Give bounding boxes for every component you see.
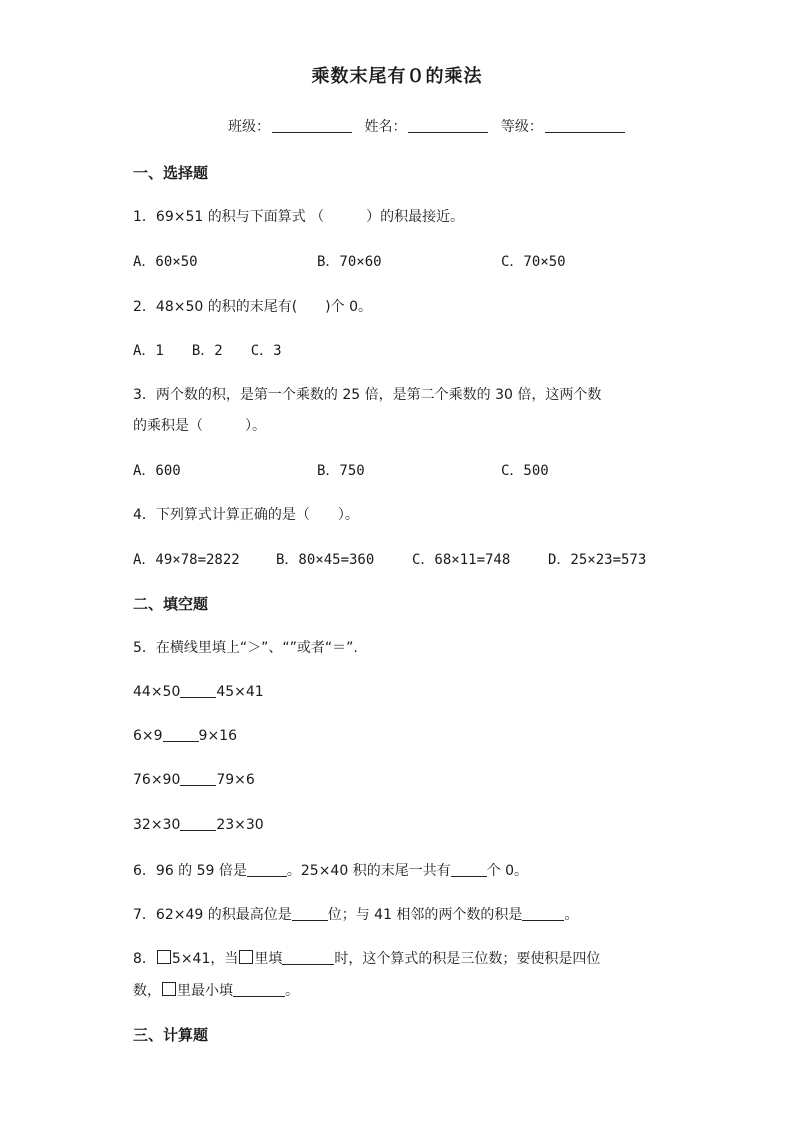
section-choice-heading: 一、选择题: [133, 164, 209, 182]
q7-blank-1[interactable]: [292, 906, 328, 921]
q7-text-3: 。: [564, 907, 579, 923]
q1-option-c: C．70×50: [501, 254, 566, 270]
question-3-line-2: 的乘积是（ ）。: [133, 418, 266, 434]
grade-label: 等级：: [500, 119, 543, 135]
compare-left: 44×50: [133, 684, 181, 700]
q8-text-5: 数，: [133, 983, 161, 999]
compare-left: 6×9: [133, 728, 163, 744]
q7-blank-2[interactable]: [522, 906, 564, 921]
name-label: 姓名：: [364, 119, 407, 135]
q6-text-3: 个 0。: [486, 863, 529, 879]
q6-text-2: 。25×40 积的末尾一共有: [286, 863, 451, 879]
compare-blank[interactable]: [180, 816, 216, 831]
question-8-line-1: [133, 948, 600, 968]
q4-option-d: D．25×23=573: [548, 552, 647, 568]
student-info-row: [228, 116, 633, 136]
compare-blank[interactable]: [180, 771, 216, 786]
blank-box-icon: [162, 982, 176, 996]
q1-option-a: A．60×50: [133, 254, 198, 270]
compare-right: 9×16: [198, 728, 237, 744]
q4-option-a: A．49×78=2822: [133, 552, 240, 568]
compare-item: [133, 771, 255, 788]
question-7: [133, 904, 578, 924]
compare-right: 79×6: [216, 772, 255, 788]
page-title: 乘数末尾有０的乘法: [311, 66, 483, 87]
q7-text-1: 7．62×49 的积最高位是: [133, 907, 292, 923]
q8-text-6: 里最小填: [177, 983, 233, 999]
q8-text-1: 8．: [133, 951, 156, 967]
grade-blank[interactable]: [545, 118, 625, 133]
question-6: [133, 860, 528, 880]
q3-option-c: C．500: [501, 463, 549, 479]
compare-blank[interactable]: [180, 683, 216, 698]
q8-blank-2[interactable]: [233, 982, 285, 997]
blank-box-icon: [239, 950, 253, 964]
compare-left: 32×30: [133, 817, 181, 833]
compare-item: [133, 727, 237, 744]
compare-right: 23×30: [216, 817, 264, 833]
q8-text-3: 里填: [254, 951, 283, 967]
q6-blank-1[interactable]: [247, 862, 287, 877]
q8-text-7: 。: [285, 983, 299, 999]
q7-text-2: 位；与 41 相邻的两个数的积是: [327, 907, 523, 923]
question-2: 2．48×50 的积的末尾有( )个 0。: [133, 299, 372, 315]
section-calc-heading: 三、计算题: [133, 1026, 209, 1044]
question-1: 1．69×51 的积与下面算式 （ ）的积最接近。: [133, 209, 465, 225]
compare-item: [133, 683, 264, 700]
q6-blank-2[interactable]: [451, 862, 487, 877]
q2-options: A．1 B．2 C．3: [133, 343, 282, 359]
compare-left: 76×90: [133, 772, 181, 788]
q3-option-b: B．750: [317, 463, 365, 479]
blank-box-icon: [157, 950, 171, 964]
section-fill-heading: 二、填空题: [133, 595, 209, 613]
q4-option-c: C．68×11=748: [412, 552, 511, 568]
q3-option-a: A．600: [133, 463, 181, 479]
class-blank[interactable]: [272, 118, 352, 133]
question-5: 5．在横线里填上“＞”、“”或者“＝”.: [133, 640, 358, 656]
compare-right: 45×41: [216, 684, 264, 700]
name-blank[interactable]: [408, 118, 488, 133]
compare-blank[interactable]: [163, 727, 199, 742]
compare-item: [133, 816, 264, 833]
class-label: 班级：: [228, 119, 270, 135]
question-3-line-1: 3．两个数的积，是第一个乘数的 25 倍，是第二个乘数的 30 倍，这两个数: [133, 387, 602, 403]
q8-blank-1[interactable]: [282, 950, 334, 965]
q6-text-1: 6．96 的 59 倍是: [133, 863, 247, 879]
q1-option-b: B．70×60: [317, 254, 382, 270]
q8-text-4: 时，这个算式的积是三位数；要使积是四位: [334, 951, 601, 967]
question-8-line-2: [133, 980, 299, 1000]
q4-option-b: B．80×45=360: [276, 552, 375, 568]
q8-text-2: 5×41，当: [171, 951, 239, 967]
question-4: 4．下列算式计算正确的是（ ）。: [133, 507, 359, 523]
